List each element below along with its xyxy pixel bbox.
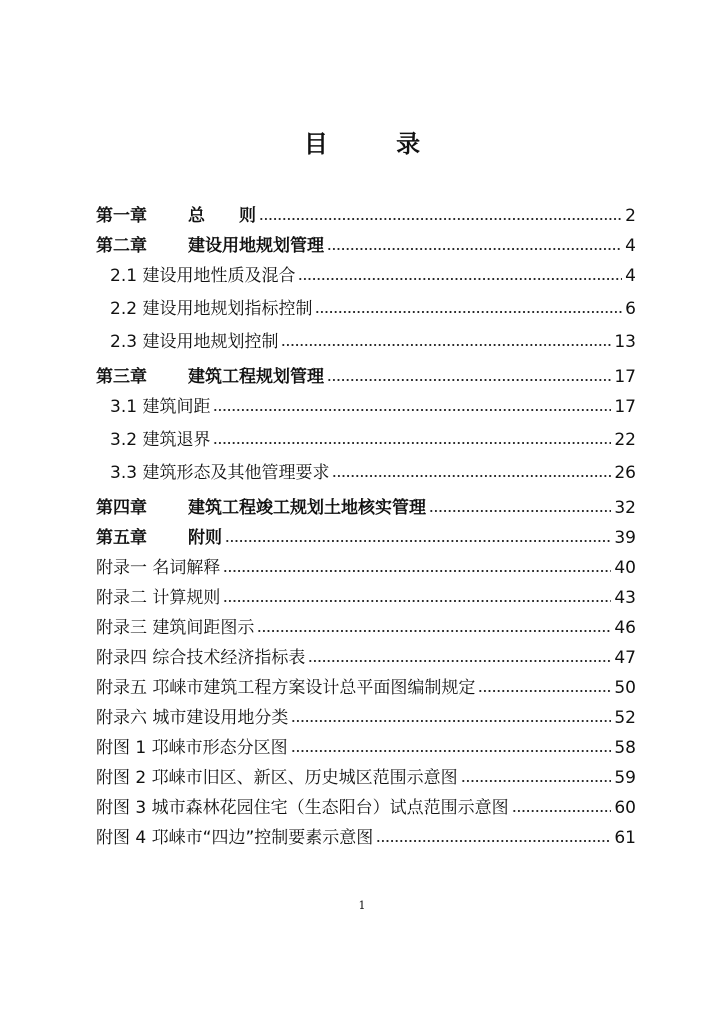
dot-leader	[512, 809, 612, 813]
dot-leader	[478, 689, 611, 693]
dot-leader	[332, 474, 611, 478]
dot-leader	[225, 539, 611, 543]
dot-leader	[461, 779, 612, 783]
toc-entry-label: 附图 1 邛崃市形态分区图	[96, 738, 288, 758]
toc-entry-label: 附图 4 邛崃市“四边”控制要素示意图	[96, 828, 374, 848]
toc-page-number: 61	[614, 828, 636, 848]
toc-entry-label: 附录三 建筑间距图示	[96, 618, 255, 638]
toc-entry	[96, 420, 636, 450]
toc-entry	[96, 728, 636, 758]
toc-entry	[96, 638, 636, 668]
page-footer-number: 1	[358, 899, 366, 912]
dot-leader	[223, 599, 611, 603]
document-title: 目 录	[303, 130, 451, 158]
toc-page-number: 4	[625, 266, 636, 286]
toc-page-number: 47	[614, 648, 636, 668]
toc-entry	[96, 548, 636, 578]
toc-page-number: 22	[614, 430, 636, 450]
dot-leader	[327, 378, 611, 382]
toc-entry	[96, 289, 636, 319]
toc-entry	[96, 453, 636, 483]
toc-entry-label: 2.1 建设用地性质及混合	[110, 266, 296, 286]
toc-page-number: 58	[614, 738, 636, 758]
dot-leader	[281, 343, 611, 347]
toc-entry	[96, 608, 636, 638]
toc-entry-label: 第二章 建设用地规划管理	[96, 236, 324, 256]
toc-page-number: 60	[614, 798, 636, 818]
toc-entry	[96, 256, 636, 286]
toc-page-number: 59	[614, 768, 636, 788]
toc-page-number: 26	[614, 463, 636, 483]
dot-leader	[376, 839, 611, 843]
toc-page-number: 13	[614, 332, 636, 352]
toc-entry-label: 附录二 计算规则	[96, 588, 221, 608]
toc-entry-label: 第一章 总 则	[96, 206, 256, 226]
toc-entry-label: 附录一 名词解释	[96, 558, 221, 578]
toc-page-number: 2	[625, 206, 636, 226]
toc-entry-label: 附录四 综合技术经济指标表	[96, 648, 306, 668]
toc-page-number: 52	[614, 708, 636, 728]
dot-leader	[213, 441, 611, 445]
toc-entry	[96, 488, 636, 518]
toc-entry-label: 附图 2 邛崃市旧区、新区、历史城区范围示意图	[96, 768, 458, 788]
toc-entry	[96, 668, 636, 698]
toc-page-number: 40	[614, 558, 636, 578]
toc-page-number: 50	[614, 678, 636, 698]
toc-page-number: 17	[614, 397, 636, 417]
toc-entry-label: 附录六 城市建设用地分类	[96, 708, 289, 728]
toc-page-number: 4	[625, 236, 636, 256]
toc-entry	[96, 357, 636, 387]
dot-leader	[327, 247, 622, 251]
toc-entry	[96, 758, 636, 788]
dot-leader	[223, 569, 611, 573]
dot-leader	[213, 408, 611, 412]
toc-entry	[96, 818, 636, 848]
toc-entry	[96, 698, 636, 728]
dot-leader	[291, 719, 611, 723]
toc-entry-label: 3.1 建筑间距	[110, 397, 211, 417]
toc-entry-label: 3.3 建筑形态及其他管理要求	[110, 463, 330, 483]
dot-leader	[315, 310, 622, 314]
toc-entry-label: 2.2 建设用地规划指标控制	[110, 299, 313, 319]
toc-entry	[96, 518, 636, 548]
toc-entry	[96, 387, 636, 417]
dot-leader	[429, 509, 611, 513]
toc-page-number: 46	[614, 618, 636, 638]
toc-entry	[96, 788, 636, 818]
toc-page-number: 32	[614, 498, 636, 518]
toc-entry-label: 第三章 建筑工程规划管理	[96, 367, 324, 387]
toc-entry	[96, 322, 636, 352]
toc-entry-label: 附录五 邛崃市建筑工程方案设计总平面图编制规定	[96, 678, 476, 698]
toc-page-number: 17	[614, 367, 636, 387]
toc-entry-label: 附图 3 城市森林花园住宅（生态阳台）试点范围示意图	[96, 798, 509, 818]
dot-leader	[291, 749, 612, 753]
toc-entry-label: 3.2 建筑退界	[110, 430, 211, 450]
toc-entry	[96, 196, 636, 226]
toc-page-number: 6	[625, 299, 636, 319]
toc-entry-label: 第五章 附则	[96, 528, 222, 548]
dot-leader	[298, 277, 622, 281]
toc-entry-label: 2.3 建设用地规划控制	[110, 332, 279, 352]
toc-page-number: 39	[614, 528, 636, 548]
toc-entry	[96, 226, 636, 256]
toc-page-number: 43	[614, 588, 636, 608]
dot-leader	[257, 629, 611, 633]
dot-leader	[308, 659, 611, 663]
dot-leader	[259, 217, 622, 221]
toc-entry	[96, 578, 636, 608]
toc-entry-label: 第四章 建筑工程竣工规划土地核实管理	[96, 498, 426, 518]
